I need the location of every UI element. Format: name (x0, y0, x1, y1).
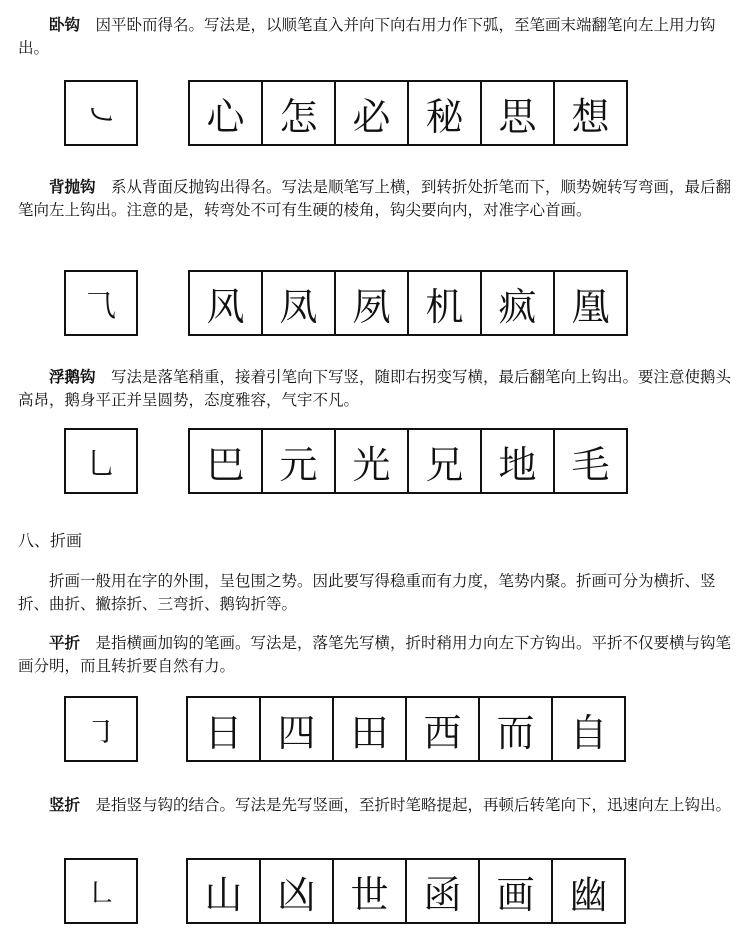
example-row-wogou (0, 80, 750, 150)
term-description: 写法是落笔稍重，接着引笔向下写竖，随即右拐变写横，最后翻笔向上钩出。要注意使鹅头高昂，鹅身平正并呈圆势，态度雅容，气宇不凡。 (18, 368, 732, 409)
example-char: 秘 (407, 82, 480, 144)
example-strip (188, 270, 628, 336)
term-label: 平折 (49, 634, 81, 652)
example-char: 画 (478, 860, 551, 922)
example-char: 凤 (261, 272, 334, 334)
example-char: 西 (405, 698, 478, 760)
example-char: 自 (551, 698, 624, 760)
stroke-box: ⺄ (64, 270, 138, 336)
example-strip (186, 696, 626, 762)
example-char: 疯 (480, 272, 553, 334)
term-label: 卧钩 (49, 16, 81, 34)
paragraph-fuegou (18, 366, 742, 412)
stroke-box: 乚 (64, 428, 138, 494)
example-char: 想 (553, 82, 626, 144)
term-label: 背抛钩 (49, 178, 96, 196)
example-char: 世 (332, 860, 405, 922)
example-char: 必 (334, 82, 407, 144)
term-description: 是指竖与钩的结合。写法是先写竖画，至折时笔略提起，再顿后转笔向下，迅速向左上钩出。 (95, 796, 732, 814)
term-description: 因平卧而得名。写法是，以顺笔直入并向下向右用力作下弧，至笔画末端翻笔向左上用力钩出。 (18, 16, 716, 57)
example-char: 巴 (206, 442, 245, 487)
example-row-pingzhe (0, 696, 750, 766)
paragraph-wogou (18, 14, 742, 60)
term-description: 是指横画加钩的笔画。写法是，落笔先写横，折时稍用力向左下方钩出。平折不仅要横与钩笔画分明，而且转折要自然有力。 (18, 634, 732, 675)
example-char: 山 (204, 872, 243, 917)
paragraph-pingzhe (18, 632, 742, 678)
example-char: 风 (206, 284, 245, 329)
example-strip (188, 80, 628, 146)
example-strip (186, 858, 626, 924)
example-strip (188, 428, 628, 494)
example-char: 地 (480, 430, 553, 492)
section-heading: 八、折画 (18, 531, 83, 550)
term-label: 浮鹅钩 (49, 368, 96, 386)
example-row-fuegou (0, 428, 750, 498)
example-char: 兄 (407, 430, 480, 492)
example-row-beipaogou (0, 270, 750, 340)
paragraph-intro: 折画一般用在字的外围，呈包围之势。因此要写得稳重而有力度，笔势内聚。折画可分为横折、竖折、曲折、撇捺折、三弯折、鹅钩折等。 (18, 572, 716, 613)
example-char: 凰 (553, 272, 626, 334)
example-char: 毛 (553, 430, 626, 492)
term-label: 竖折 (49, 796, 81, 814)
example-char: 凶 (259, 860, 332, 922)
paragraph-beipaogou (18, 176, 742, 222)
paragraph-shuzhe (18, 794, 742, 817)
example-char: 心 (206, 94, 245, 139)
example-char: 夙 (334, 272, 407, 334)
example-char: 思 (480, 82, 553, 144)
example-char: 幽 (551, 860, 624, 922)
example-char: 机 (407, 272, 480, 334)
example-char: 函 (405, 860, 478, 922)
term-description: 系从背面反抛钩出得名。写法是顺笔写上横，到转折处折笔而下，顺势婉转写弯画，最后翻笔向左上钩出。注意的是，转弯处不可有生硬的棱角，钩尖要向内，对准字心首画。 (18, 178, 732, 219)
example-char: 而 (478, 698, 551, 760)
example-char: 田 (332, 698, 405, 760)
stroke-box: ㇆ (64, 696, 138, 762)
example-row-shuzhe (0, 858, 750, 928)
stroke-box: ㇗ (64, 858, 138, 924)
example-char: 光 (334, 430, 407, 492)
stroke-box: ㇃ (64, 80, 138, 146)
example-char: 怎 (261, 82, 334, 144)
example-char: 元 (261, 430, 334, 492)
example-char: 日 (204, 710, 243, 755)
example-char: 四 (259, 698, 332, 760)
